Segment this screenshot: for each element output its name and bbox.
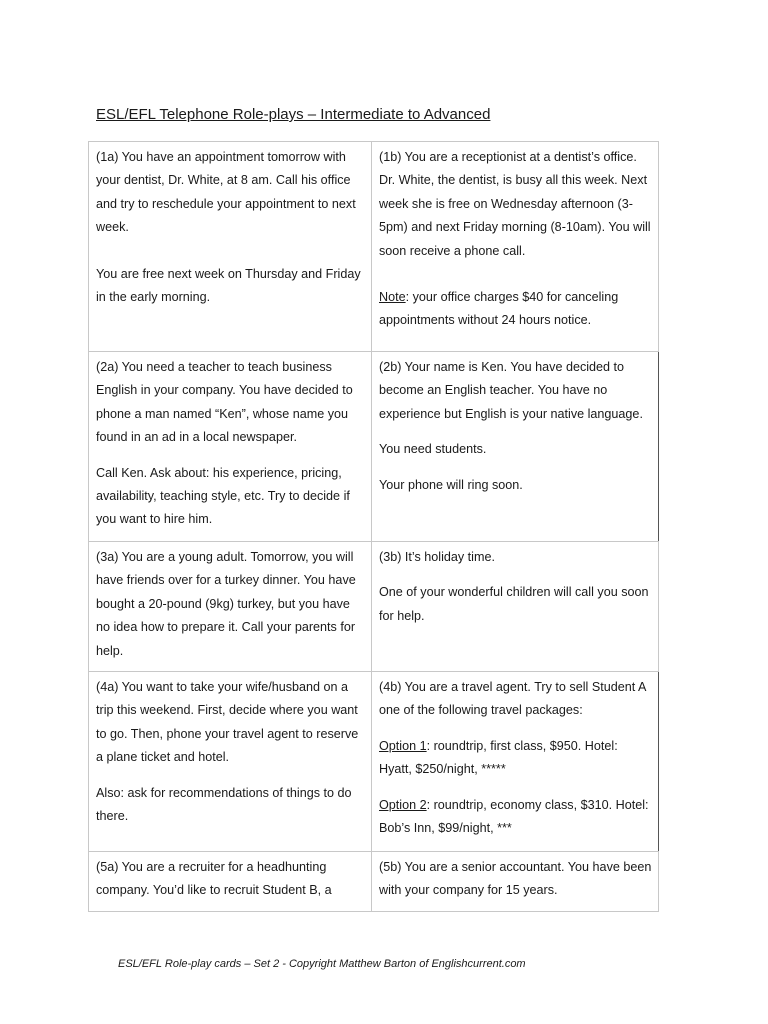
card-2a-instructions: Call Ken. Ask about: his experience, pricing, availability, teaching style, etc. Try to decide if you want to hire him. xyxy=(96,465,350,527)
card-4b-option-1 xyxy=(379,735,652,782)
option-2-text: : roundtrip, economy class, $310. Hotel: Bob’s Inn, $99/night, *** xyxy=(379,797,649,836)
option-1-label: Option 1 xyxy=(379,738,427,753)
card-3b xyxy=(372,542,659,672)
option-1-text: : roundtrip, first class, $950. Hotel: Hyatt, $250/night, ***** xyxy=(379,738,618,777)
roleplay-cards-table xyxy=(88,141,659,912)
card-4b-option-2 xyxy=(379,794,652,841)
card-5b-text: (5b) You are a senior accountant. You have been with your company for 15 years. xyxy=(379,860,652,898)
card-4a-also: Also: ask for recommendations of things to do there. xyxy=(96,785,352,824)
card-1a-text: (1a) You have an appointment tomorrow with your dentist, Dr. White, at 8 am. Call his office and try to reschedule your appointment to next week. xyxy=(96,150,356,235)
card-3a-text: (3a) You are a young adult. Tomorrow, you will have friends over for a turkey dinner. You have bought a 20-pound (9kg) turkey, but you have no idea how to prepare it. Call your parents for help. xyxy=(96,550,356,658)
card-4a-text: (4a) You want to take your wife/husband on a trip this weekend. First, decide where you want to go. Then, phone your travel agent to reserve a plane ticket and hotel. xyxy=(96,680,359,765)
card-row-1 xyxy=(89,142,659,352)
card-1a-availability: You are free next week on Thursday and Friday in the early morning. xyxy=(96,266,361,305)
card-1b-note xyxy=(379,286,652,333)
card-1b-text: (1b) You are a receptionist at a dentist’s office. Dr. White, the dentist, is busy all this week. Next week she is free on Wednesday afternoon (3-5pm) and next Friday morning (8-10am). You will soon receive a phone call. xyxy=(379,150,651,258)
card-2b-text: (2b) Your name is Ken. You have decided to become an English teacher. You have no experience but English is your native language. xyxy=(379,360,643,421)
card-row-3 xyxy=(89,542,659,672)
card-5a xyxy=(89,852,372,912)
page-title: ESL/EFL Telephone Role-plays – Intermediate to Advanced xyxy=(96,106,491,123)
card-3b-text: (3b) It’s holiday time. xyxy=(379,550,495,564)
card-1b xyxy=(372,142,659,352)
card-4b xyxy=(372,672,659,852)
card-2a xyxy=(89,352,372,542)
card-3b-call: One of your wonderful children will call you soon for help. xyxy=(379,585,649,623)
card-row-5 xyxy=(89,852,659,912)
card-row-4 xyxy=(89,672,659,852)
card-row-2 xyxy=(89,352,659,542)
card-4b-intro: (4b) You are a travel agent. Try to sell Student A one of the following travel packages: xyxy=(379,680,646,718)
card-2b-phone: Your phone will ring soon. xyxy=(379,477,523,492)
card-2b-need: You need students. xyxy=(379,442,487,457)
card-2b xyxy=(372,352,659,542)
footer-copyright: ESL/EFL Role-play cards – Set 2 - Copyright Matthew Barton of Englishcurrent.com xyxy=(118,958,526,970)
card-5a-text: (5a) You are a recruiter for a headhunting company. You’d like to recruit Student B, a xyxy=(96,860,332,898)
card-4a xyxy=(89,672,372,852)
card-2a-text: (2a) You need a teacher to teach business English in your company. You have decided to phone a man named “Ken”, whose name you found in an ad in a local newspaper. xyxy=(96,360,353,445)
card-1a xyxy=(89,142,372,352)
note-label: Note xyxy=(379,290,406,305)
card-3a xyxy=(89,542,372,672)
option-2-label: Option 2 xyxy=(379,797,427,812)
note-text: : your office charges $40 for canceling appointments without 24 hours notice. xyxy=(379,290,619,328)
card-5b xyxy=(372,852,659,912)
